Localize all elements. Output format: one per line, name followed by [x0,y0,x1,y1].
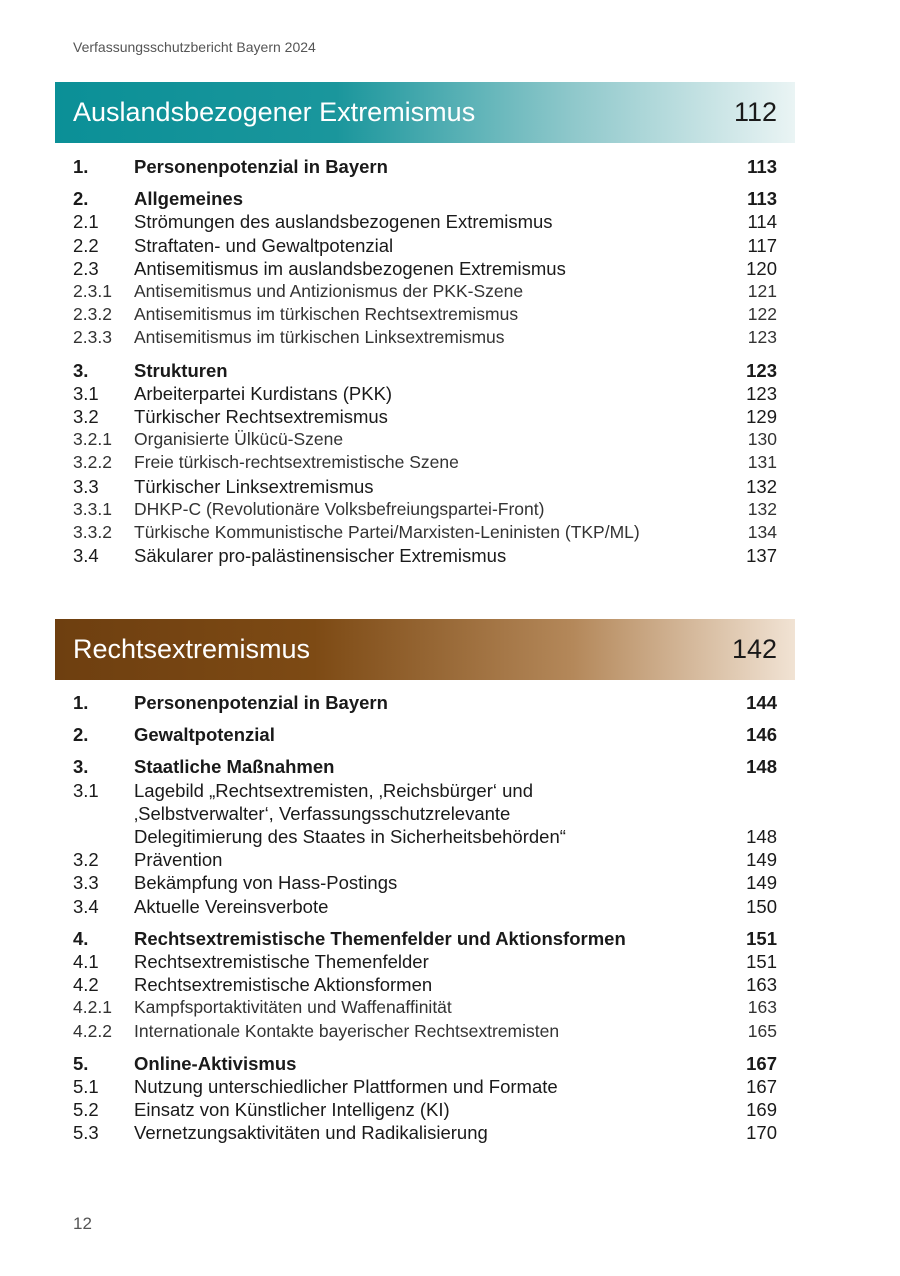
entry-number: 3.4 [73,895,99,917]
entry-page: 123 [747,327,777,348]
entry-number: 1. [73,156,89,177]
toc-entry[interactable] [73,382,777,405]
entry-number: 2.2 [73,234,99,256]
entry-number: 2.3.1 [73,281,112,302]
toc-entry[interactable] [73,848,777,871]
toc-entry[interactable] [73,779,777,849]
entry-number: 3.1 [73,779,99,801]
toc-entry[interactable] [73,723,777,746]
toc-entry[interactable] [73,187,777,210]
entry-number: 2.3.2 [73,304,112,325]
entry-page: 144 [746,692,777,713]
entry-title: Vernetzungsaktivitäten und Radikalisierung [134,1122,488,1144]
section-page: 112 [733,97,777,127]
entry-page: 113 [747,188,777,210]
toc-entry[interactable] [73,895,777,918]
entry-title: Antisemitismus im türkischen Linksextremismus [134,327,505,348]
section-title: Rechtsextremismus [73,634,311,664]
entry-title: Säkularer pro-palästinensischer Extremismus [134,545,507,567]
entry-page: 130 [747,429,777,450]
entry-title: Organisierte Ülkücü-Szene [134,429,344,450]
entry-title: Personenpotenzial in Bayern [134,156,388,177]
entry-number: 3.3 [73,475,99,497]
entry-page: 120 [746,257,777,279]
page-number: 12 [73,1214,92,1233]
entry-title: Antisemitismus im türkischen Rechtsextremismus [134,304,519,325]
entry-title: Kampfsportaktivitäten und Waffenaffinität [134,997,452,1018]
entry-page: 146 [746,724,777,746]
entry-title: Rechtsextremistische Aktionsformen [134,974,433,996]
entry-number: 3. [73,756,89,778]
entry-number: 4. [73,927,89,949]
entry-title: Freie türkisch-rechtsextremistische Szene [134,452,459,473]
toc-entry[interactable] [73,1052,777,1075]
toc-entry[interactable] [73,755,777,778]
toc-entry[interactable] [73,234,777,257]
toc-entry[interactable] [73,1121,777,1144]
entry-title: Bekämpfung von Hass-Postings [134,872,398,894]
entry-number: 3.2.1 [73,429,112,450]
entry-page: 167 [746,1052,777,1074]
entry-number: 2.3.3 [73,327,112,348]
entry-number: 5.1 [73,1076,99,1098]
entry-title: Nutzung unterschiedlicher Plattformen und Formate [134,1076,558,1098]
entry-number: 3. [73,359,89,381]
toc-entry[interactable] [73,1075,777,1098]
entry-title: Antisemitismus im auslandsbezogenen Extremismus [134,257,566,279]
entry-number: 3.1 [73,382,99,404]
toc-entry[interactable] [73,359,777,382]
toc-entry[interactable] [73,428,777,451]
entry-number: 3.2 [73,849,99,871]
entry-page: 149 [746,872,777,894]
toc-entry[interactable] [73,521,777,544]
entry-page: 151 [746,951,777,973]
entry-title: Staatliche Maßnahmen [134,756,335,778]
section-banner [55,82,795,143]
entry-page: 148 [746,756,777,778]
entry-number: 2. [73,724,89,746]
entry-number: 2.3 [73,257,99,279]
entry-title: Türkischer Rechtsextremismus [134,406,388,428]
toc-entry[interactable] [73,871,777,894]
entry-title: Aktuelle Vereinsverbote [134,895,329,917]
entry-title: Antisemitismus und Antizionismus der PKK-Szene [134,281,524,302]
entry-title: Strömungen des auslandsbezogenen Extremismus [134,211,553,233]
entry-page: 149 [746,849,777,871]
entry-page: 123 [746,382,777,404]
entry-page: 167 [746,1076,777,1098]
toc-entry[interactable] [73,280,777,303]
running-head: Verfassungsschutzbericht Bayern 2024 [73,39,316,55]
entry-title: Lagebild „Rechtsextremisten, ‚Reichsbürger‘ und ‚Selbstverwalter‘, Verfassungsschutzrelevante Delegitimierung des Staates in Sicherheitsbehörden“ [134,779,566,848]
toc-entry[interactable] [73,475,777,498]
entry-page: 137 [746,545,777,567]
toc-entry[interactable] [73,973,777,996]
entry-title: Online-Aktivismus [134,1052,297,1074]
entry-page: 131 [747,452,777,473]
entry-title: Türkische Kommunistische Partei/Marxisten-Leninisten (TKP/ML) [134,522,640,543]
entry-title: Arbeiterpartei Kurdistans (PKK) [134,382,393,404]
entry-page: 165 [747,1020,777,1041]
entry-number: 2. [73,188,89,210]
entry-page: 151 [746,927,777,949]
toc-entry[interactable] [73,996,777,1019]
toc-entry[interactable] [73,210,777,233]
toc-entry[interactable] [73,691,777,714]
entry-title: Rechtsextremistische Themenfelder [134,951,429,973]
toc-entry[interactable] [73,927,777,950]
toc-entry[interactable] [73,155,777,178]
toc-entry[interactable] [73,405,777,428]
entry-title: Prävention [134,849,223,871]
entry-title: Personenpotenzial in Bayern [134,692,388,713]
entry-title: Straftaten- und Gewaltpotenzial [134,234,394,256]
entry-number: 3.3.2 [73,522,112,543]
toc-entry[interactable] [73,1020,777,1043]
section-banner [55,619,795,680]
entry-title: DHKP-C (Revolutionäre Volksbefreiungspartei-Front) [134,498,545,519]
toc-entry[interactable] [73,303,777,326]
entry-page: 132 [747,498,777,519]
entry-page: 129 [746,406,777,428]
entry-page: 123 [746,359,777,381]
entry-page: 122 [747,304,777,325]
entry-title: Türkischer Linksextremismus [134,475,374,497]
entry-number: 2.1 [73,211,99,233]
entry-page: 163 [746,974,777,996]
entry-number: 5.3 [73,1122,99,1144]
entry-page: 113 [747,156,777,177]
entry-page: 170 [746,1122,777,1144]
entry-title: Rechtsextremistische Themenfelder und Aktionsformen [134,927,626,949]
entry-number: 3.2.2 [73,452,112,473]
section-title: Auslandsbezogener Extremismus [73,97,476,127]
entry-title: Einsatz von Künstlicher Intelligenz (KI) [134,1099,450,1121]
entry-page: 150 [746,895,777,917]
entry-page: 163 [747,997,777,1018]
entry-number: 5.2 [73,1099,99,1121]
toc-entry[interactable] [73,950,777,973]
entry-page: 114 [747,211,777,233]
entry-number: 3.3.1 [73,498,112,519]
entry-title: Strukturen [134,359,228,381]
toc-entry[interactable] [73,1098,777,1121]
entry-page: 134 [747,522,777,543]
entry-number: 4.2 [73,974,99,996]
toc-entry[interactable] [73,451,777,474]
entry-title: Allgemeines [134,188,243,210]
toc-entry[interactable] [73,544,777,567]
entry-number: 4.2.2 [73,1020,112,1041]
entry-title: Internationale Kontakte bayerischer Rechtsextremisten [134,1020,560,1041]
entry-page: 117 [747,234,777,256]
toc-list [73,691,777,1145]
entry-page: 132 [746,475,777,497]
entry-number: 3.2 [73,406,99,428]
entry-number: 3.3 [73,872,99,894]
entry-number: 4.2.1 [73,997,112,1018]
entry-number: 1. [73,692,89,713]
toc-entry[interactable] [73,257,777,280]
entry-page: 121 [747,281,777,302]
entry-number: 5. [73,1052,89,1074]
entry-title: Gewaltpotenzial [134,724,275,746]
entry-number: 3.4 [73,545,99,567]
toc-list [73,155,777,567]
entry-number: 4.1 [73,951,99,973]
entry-page: 148 [746,826,777,848]
entry-page: 169 [746,1099,777,1121]
toc-entry[interactable] [73,326,777,349]
toc-entry[interactable] [73,498,777,521]
section-page: 142 [731,634,777,664]
